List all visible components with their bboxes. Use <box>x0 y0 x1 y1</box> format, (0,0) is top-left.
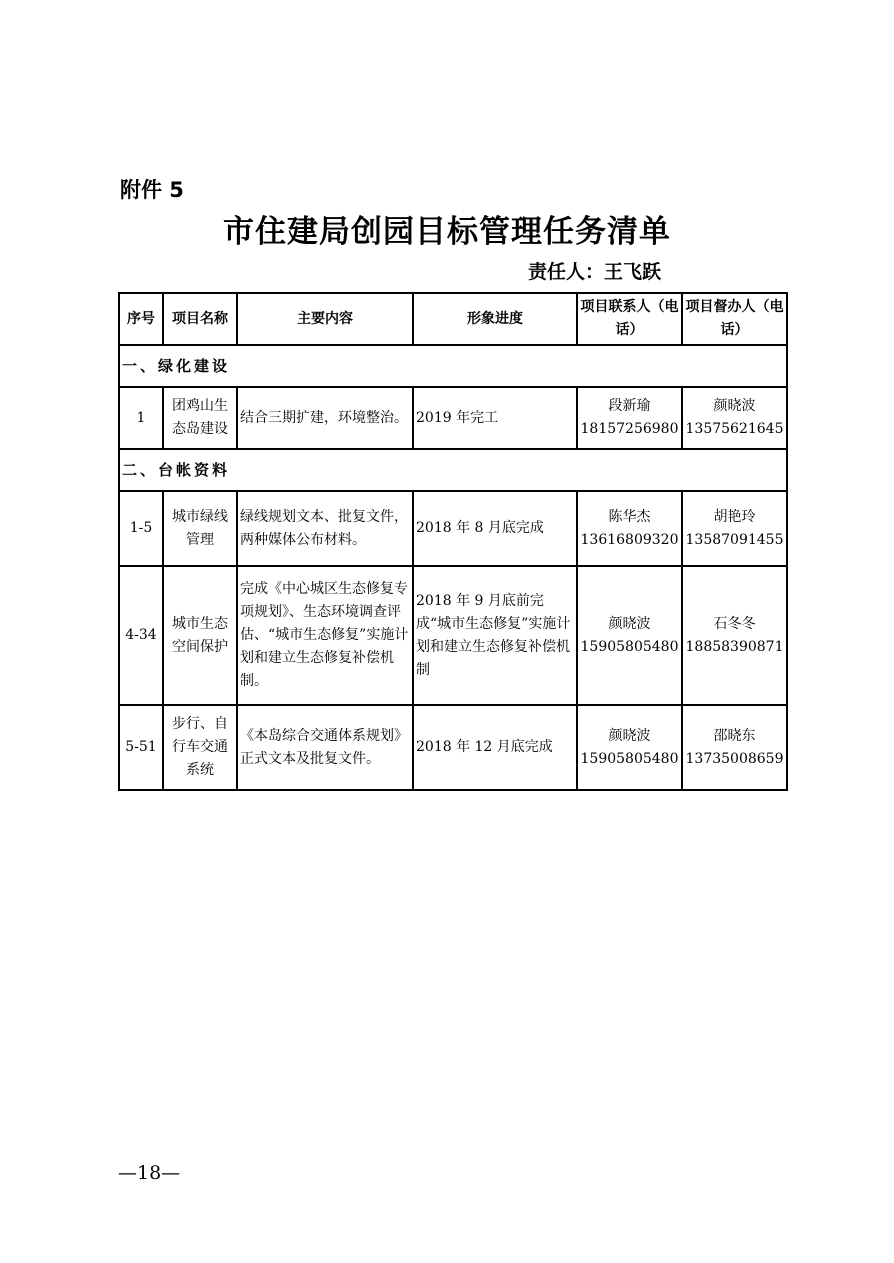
supervisor-phone: 18858390871 <box>685 638 784 655</box>
row-content: 绿线规划文本、批复文件，两种媒体公布材料。 <box>237 491 413 566</box>
supervisor-name: 石冬冬 <box>713 615 756 632</box>
row-project-name: 团鸡山生态岛建设 <box>163 387 237 449</box>
row-content: 完成《中心城区生态修复专项规划》、生态环境调查评估、“城市生态修复”实施计划和建立生态修复补偿机制。 <box>237 566 413 705</box>
row-contact <box>577 387 682 449</box>
section-title: 一、绿化建设 <box>119 345 787 387</box>
table-header-row <box>119 293 787 345</box>
row-no: 4-34 <box>119 566 163 705</box>
task-table <box>118 292 788 791</box>
contact-phone: 18157256980 <box>580 421 679 437</box>
row-project-name: 城市生态空间保护 <box>163 566 237 705</box>
row-project-name: 城市绿线管理 <box>163 491 237 566</box>
row-progress: 2018 年 12 月底完成 <box>413 705 577 790</box>
page-title: 市住建局创园目标管理任务清单 <box>223 214 671 250</box>
contact-name: 颜晓波 <box>608 727 651 744</box>
row-contact <box>577 491 682 566</box>
row-supervisor <box>682 491 787 566</box>
header-content: 主要内容 <box>237 293 413 345</box>
responsible-person: 责任人：王飞跃 <box>528 261 662 283</box>
row-progress: 2018 年 8 月底完成 <box>413 491 577 566</box>
row-supervisor <box>682 705 787 790</box>
header-progress: 形象进度 <box>413 293 577 345</box>
row-project-name: 步行、自行车交通系统 <box>163 705 237 790</box>
header-name: 项目名称 <box>163 293 237 345</box>
contact-name: 颜晓波 <box>608 615 651 632</box>
row-content: 《本岛综合交通体系规划》正式文本及批复文件。 <box>237 705 413 790</box>
header-supervisor: 项目督办人（电话） <box>682 293 787 345</box>
row-no: 5-51 <box>119 705 163 790</box>
header-contact: 项目联系人（电话） <box>577 293 682 345</box>
contact-phone: 13616809320 <box>580 531 679 548</box>
page-number: —18— <box>118 1162 181 1184</box>
section-title: 二、台帐资料 <box>119 449 787 491</box>
table-row <box>119 491 787 566</box>
row-progress: 2018 年 9 月底前完成“城市生态修复”实施计划和建立生态修复补偿机制 <box>413 566 577 705</box>
row-supervisor <box>682 566 787 705</box>
supervisor-name: 颜晓波 <box>713 398 756 414</box>
attachment-label: 附件 5 <box>120 178 184 202</box>
row-no: 1-5 <box>119 491 163 566</box>
supervisor-phone: 13735008659 <box>685 750 784 767</box>
row-no: 1 <box>119 387 163 449</box>
supervisor-phone: 13575621645 <box>685 421 784 437</box>
supervisor-name: 邵晓东 <box>713 727 756 744</box>
header-no: 序号 <box>119 293 163 345</box>
row-contact <box>577 705 682 790</box>
table-row <box>119 705 787 790</box>
row-progress: 2019 年完工 <box>413 387 577 449</box>
section-row <box>119 345 787 387</box>
contact-phone: 15905805480 <box>580 638 679 655</box>
table-row <box>119 387 787 449</box>
supervisor-phone: 13587091455 <box>685 531 784 548</box>
contact-name: 陈华杰 <box>608 508 651 525</box>
section-row <box>119 449 787 491</box>
table-row <box>119 566 787 705</box>
contact-phone: 15905805480 <box>580 750 679 767</box>
row-content: 结合三期扩建，环境整治。 <box>237 387 413 449</box>
supervisor-name: 胡艳玲 <box>713 508 756 525</box>
row-supervisor <box>682 387 787 449</box>
row-contact <box>577 566 682 705</box>
contact-name: 段新瑜 <box>608 398 651 414</box>
